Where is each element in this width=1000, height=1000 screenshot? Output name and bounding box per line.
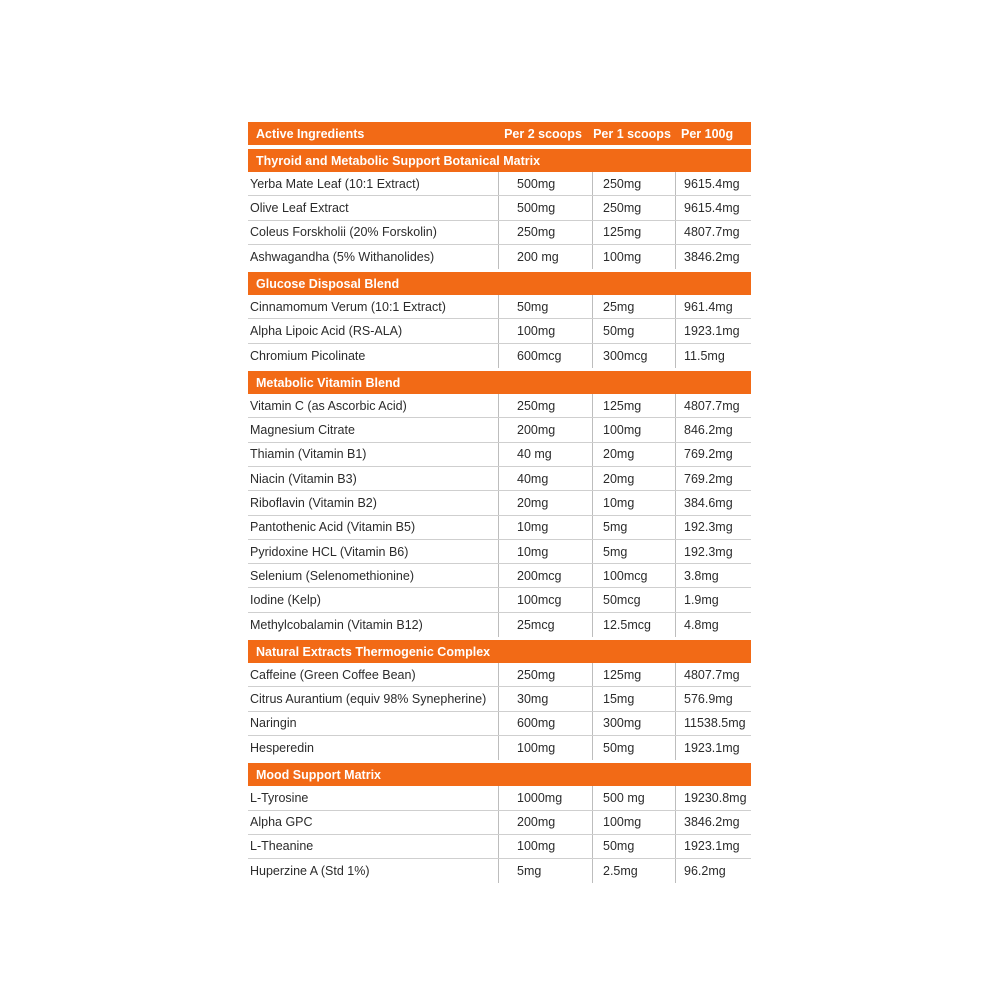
table-header <box>248 122 751 145</box>
amount-per-100g: 1.9mg <box>684 593 719 608</box>
amount-per-100g: 19230.8mg <box>684 790 747 805</box>
amount-per-1-scoop: 50mg <box>593 835 676 858</box>
section <box>248 371 751 637</box>
table-row <box>248 172 751 196</box>
table-row <box>248 835 751 859</box>
amount-per-1-scoop: 20mg <box>593 467 676 490</box>
section <box>248 640 751 760</box>
amount-per-100g: 9615.4mg <box>684 176 740 191</box>
amount-per-100g: 192.3mg <box>684 520 733 535</box>
table-row <box>248 663 751 687</box>
ingredient-name: Ashwagandha (5% Withanolides) <box>248 245 499 269</box>
section-rows <box>248 786 751 883</box>
amount-per-1-scoop: 15mg <box>593 687 676 710</box>
amount-per-100g: 192.3mg <box>684 544 733 559</box>
amount-per-2-scoops: 50mg <box>499 295 593 318</box>
ingredient-name: Riboflavin (Vitamin B2) <box>248 491 499 514</box>
amount-per-2-scoops: 200 mg <box>499 245 593 269</box>
section-rows <box>248 663 751 760</box>
ingredient-name: Magnesium Citrate <box>248 418 499 441</box>
ingredient-name: Alpha GPC <box>248 811 499 834</box>
table-row <box>248 221 751 245</box>
ingredient-name: Alpha Lipoic Acid (RS-ALA) <box>248 319 499 342</box>
sections <box>248 149 751 883</box>
amount-per-100g: 11538.5mg <box>684 716 746 731</box>
ingredient-name: Caffeine (Green Coffee Bean) <box>248 663 499 686</box>
ingredient-name: Yerba Mate Leaf (10:1 Extract) <box>248 172 499 195</box>
ingredient-name: Chromium Picolinate <box>248 344 499 368</box>
amount-per-1-scoop: 100mg <box>593 418 676 441</box>
header-per-1-scoop: Per 1 scoops <box>593 126 671 141</box>
amount-per-2-scoops: 600mcg <box>499 344 593 368</box>
ingredient-name: Selenium (Selenomethionine) <box>248 564 499 587</box>
amount-per-100g: 769.2mg <box>684 447 733 462</box>
amount-per-2-scoops: 10mg <box>499 540 593 563</box>
amount-per-2-scoops: 100mg <box>499 736 593 760</box>
section-title: Thyroid and Metabolic Support Botanical Matrix <box>248 149 751 172</box>
header-per-2-scoops: Per 2 scoops <box>504 126 582 141</box>
amount-per-2-scoops: 100mcg <box>499 588 593 611</box>
amount-per-1-scoop: 2.5mg <box>593 859 676 883</box>
amount-per-1-scoop: 250mg <box>593 172 676 195</box>
table-row <box>248 588 751 612</box>
table-row <box>248 736 751 760</box>
ingredient-name: L-Theanine <box>248 835 499 858</box>
amount-per-2-scoops: 30mg <box>499 687 593 710</box>
amount-per-2-scoops: 200mcg <box>499 564 593 587</box>
table-row <box>248 443 751 467</box>
amount-per-1-scoop: 500 mg <box>593 786 676 809</box>
table-row <box>248 491 751 515</box>
section <box>248 763 751 883</box>
amount-per-2-scoops: 20mg <box>499 491 593 514</box>
ingredient-name: Pantothenic Acid (Vitamin B5) <box>248 516 499 539</box>
amount-per-100g: 769.2mg <box>684 471 733 486</box>
amount-per-100g: 3846.2mg <box>684 815 740 830</box>
section-rows <box>248 172 751 269</box>
amount-per-100g: 576.9mg <box>684 691 733 706</box>
amount-per-100g: 4.8mg <box>684 617 719 632</box>
table-row <box>248 516 751 540</box>
amount-per-2-scoops: 100mg <box>499 319 593 342</box>
amount-per-1-scoop: 250mg <box>593 196 676 219</box>
ingredient-name: Hesperedin <box>248 736 499 760</box>
table-row <box>248 295 751 319</box>
amount-per-1-scoop: 5mg <box>593 540 676 563</box>
ingredient-name: Olive Leaf Extract <box>248 196 499 219</box>
amount-per-1-scoop: 5mg <box>593 516 676 539</box>
amount-per-100g: 961.4mg <box>684 299 733 314</box>
table-row <box>248 786 751 810</box>
amount-per-100g: 1923.1mg <box>684 839 740 854</box>
amount-per-2-scoops: 5mg <box>499 859 593 883</box>
table-row <box>248 687 751 711</box>
table-row <box>248 394 751 418</box>
amount-per-2-scoops: 250mg <box>499 394 593 417</box>
ingredient-name: Iodine (Kelp) <box>248 588 499 611</box>
section-rows <box>248 394 751 637</box>
table-row <box>248 245 751 269</box>
amount-per-100g: 4807.7mg <box>684 225 740 240</box>
amount-per-2-scoops: 250mg <box>499 221 593 244</box>
table-row <box>248 467 751 491</box>
table-row <box>248 540 751 564</box>
table-row <box>248 613 751 637</box>
section-title: Natural Extracts Thermogenic Complex <box>248 640 751 663</box>
amount-per-1-scoop: 50mcg <box>593 588 676 611</box>
ingredient-name: Niacin (Vitamin B3) <box>248 467 499 490</box>
amount-per-1-scoop: 125mg <box>593 394 676 417</box>
amount-per-2-scoops: 40mg <box>499 467 593 490</box>
amount-per-1-scoop: 25mg <box>593 295 676 318</box>
section-title: Metabolic Vitamin Blend <box>248 371 751 394</box>
amount-per-1-scoop: 300mg <box>593 712 676 735</box>
amount-per-2-scoops: 25mcg <box>499 613 593 637</box>
header-per-100g: Per 100g <box>681 126 734 141</box>
ingredient-name: Cinnamomum Verum (10:1 Extract) <box>248 295 499 318</box>
amount-per-100g: 4807.7mg <box>684 667 740 682</box>
table-row <box>248 811 751 835</box>
amount-per-2-scoops: 500mg <box>499 172 593 195</box>
amount-per-100g: 11.5mg <box>684 348 725 363</box>
amount-per-100g: 96.2mg <box>684 864 726 879</box>
ingredient-name: Vitamin C (as Ascorbic Acid) <box>248 394 499 417</box>
amount-per-1-scoop: 100mg <box>593 245 676 269</box>
amount-per-1-scoop: 100mg <box>593 811 676 834</box>
amount-per-2-scoops: 100mg <box>499 835 593 858</box>
amount-per-2-scoops: 200mg <box>499 418 593 441</box>
amount-per-100g: 846.2mg <box>684 423 733 438</box>
ingredient-name: Citrus Aurantium (equiv 98% Synepherine) <box>248 687 499 710</box>
ingredient-name: Thiamin (Vitamin B1) <box>248 443 499 466</box>
amount-per-100g: 384.6mg <box>684 495 733 510</box>
section-title: Glucose Disposal Blend <box>248 272 751 295</box>
ingredient-name: Pyridoxine HCL (Vitamin B6) <box>248 540 499 563</box>
section-rows <box>248 295 751 368</box>
table-row <box>248 319 751 343</box>
supplement-facts-table <box>248 122 751 883</box>
table-row <box>248 564 751 588</box>
section <box>248 272 751 368</box>
amount-per-1-scoop: 12.5mcg <box>593 613 676 637</box>
amount-per-2-scoops: 40 mg <box>499 443 593 466</box>
amount-per-100g: 3.8mg <box>684 568 719 583</box>
amount-per-100g: 1923.1mg <box>684 324 740 339</box>
amount-per-1-scoop: 50mg <box>593 736 676 760</box>
ingredient-name: Huperzine A (Std 1%) <box>248 859 499 883</box>
ingredient-name: Naringin <box>248 712 499 735</box>
amount-per-100g: 4807.7mg <box>684 398 740 413</box>
header-ingredients: Active Ingredients <box>256 126 365 141</box>
ingredient-name: L-Tyrosine <box>248 786 499 809</box>
amount-per-100g: 3846.2mg <box>684 250 740 265</box>
table-row <box>248 418 751 442</box>
ingredient-name: Coleus Forskholii (20% Forskolin) <box>248 221 499 244</box>
amount-per-2-scoops: 600mg <box>499 712 593 735</box>
amount-per-100g: 9615.4mg <box>684 200 740 215</box>
amount-per-1-scoop: 125mg <box>593 663 676 686</box>
amount-per-1-scoop: 20mg <box>593 443 676 466</box>
section-title: Mood Support Matrix <box>248 763 751 786</box>
amount-per-1-scoop: 125mg <box>593 221 676 244</box>
amount-per-1-scoop: 10mg <box>593 491 676 514</box>
amount-per-2-scoops: 500mg <box>499 196 593 219</box>
table-row <box>248 712 751 736</box>
amount-per-1-scoop: 100mcg <box>593 564 676 587</box>
amount-per-2-scoops: 200mg <box>499 811 593 834</box>
table-row <box>248 196 751 220</box>
table-row <box>248 859 751 883</box>
ingredient-name: Methylcobalamin (Vitamin B12) <box>248 613 499 637</box>
amount-per-2-scoops: 250mg <box>499 663 593 686</box>
amount-per-1-scoop: 300mcg <box>593 344 676 368</box>
amount-per-2-scoops: 1000mg <box>499 786 593 809</box>
amount-per-2-scoops: 10mg <box>499 516 593 539</box>
amount-per-100g: 1923.1mg <box>684 741 740 756</box>
section <box>248 149 751 269</box>
amount-per-1-scoop: 50mg <box>593 319 676 342</box>
table-row <box>248 344 751 368</box>
